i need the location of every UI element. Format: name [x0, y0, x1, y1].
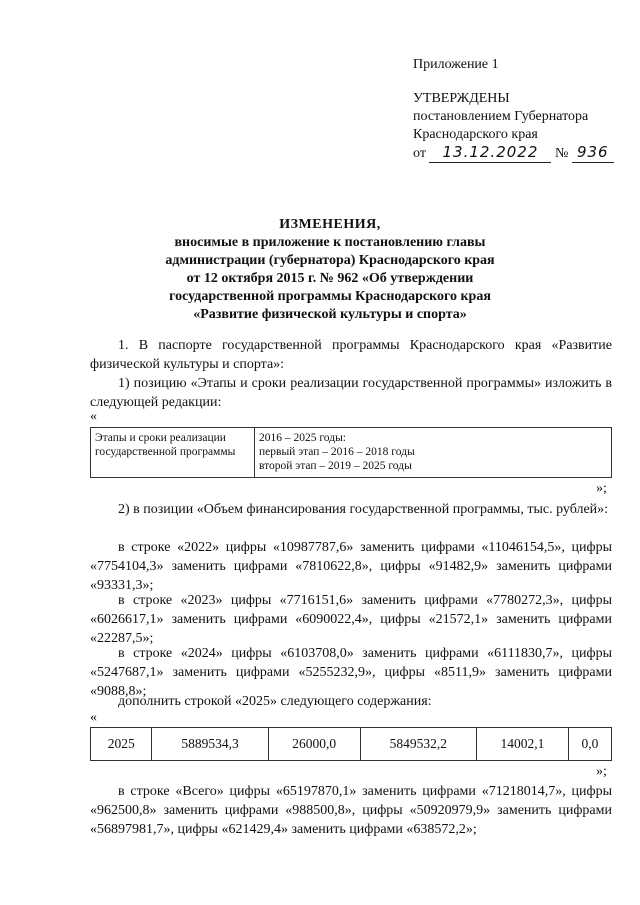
paragraph-7: дополнить строкой «2025» следующего содержания: [118, 694, 432, 709]
paragraph-6: в строке «2024» цифры «6103708,0» заменить цифрами «6111830,7», цифры «5247687,1» заменить цифрами «5255232,9», цифры «8511,9» заменить цифрами «9088,8»; [90, 646, 612, 699]
date-value: 13.12.2022 [442, 143, 539, 161]
open-quote-2: « [90, 710, 97, 725]
stages-label-cell: Этапы и сроки реализации государственной программы [91, 428, 255, 478]
funding-cell: 0,0 [568, 728, 611, 761]
paragraph-4: в строке «2022» цифры «10987787,6» заменить цифрами «11046154,5», цифры «7754104,3» заменить цифрами «7810622,8», цифры «91482,9» заменить цифрами «93331,3»; [90, 540, 612, 593]
stages-line-2: первый этап – 2016 – 2018 годы [259, 446, 415, 458]
number-value: 936 [576, 143, 609, 161]
table-row [91, 728, 612, 761]
approved-by-line: постановлением Губернатора [413, 109, 589, 124]
table-row [91, 428, 612, 478]
stages-line-3: второй этап – 2019 – 2025 годы [259, 460, 412, 472]
number-field [572, 144, 614, 163]
title-line-3: от 12 октября 2015 г. № 962 «Об утверждении [186, 271, 474, 286]
open-quote-1: « [90, 409, 97, 424]
title-line-5: «Развитие физической культуры и спорта» [193, 307, 467, 322]
appendix-label: Приложение 1 [413, 57, 499, 72]
paragraph-2: 1) позицию «Этапы и сроки реализации государственной программы» изложить в следующей редакции: [90, 376, 612, 410]
date-field [429, 144, 551, 163]
approved-label: УТВЕРЖДЕНЫ [413, 91, 510, 106]
number-sign: № [554, 146, 569, 161]
close-quote-1: »; [596, 481, 607, 496]
paragraph-8: в строке «Всего» цифры «65197870,1» заменить цифрами «71218014,7», цифры «962500,8» заменить цифрами «988500,8», цифры «50920979,9» заменить цифрами «56897981,7», цифры «621429,4» заменить цифрами «638572,2»; [90, 784, 612, 837]
title-line-1: вносимые в приложение к постановлению главы [174, 235, 486, 250]
funding-table [90, 727, 612, 761]
stages-value-cell [255, 428, 612, 478]
paragraph-5: в строке «2023» цифры «7716151,6» заменить цифрами «7780272,3», цифры «6026617,1» заменить цифрами «6090022,4», цифры «21572,1» заменить цифрами «22287,5»; [90, 593, 612, 646]
funding-cell: 26000,0 [268, 728, 360, 761]
region-line: Краснодарского края [413, 127, 538, 142]
stages-line-1: 2016 – 2025 годы: [259, 432, 346, 444]
funding-cell: 14002,1 [476, 728, 568, 761]
title-line-2: администрации (губернатора) Краснодарского края [165, 253, 495, 268]
document-title [60, 216, 600, 324]
appendix-header [413, 56, 614, 163]
title-line-4: государственной программы Краснодарского края [169, 289, 491, 304]
date-prefix: от [413, 146, 426, 161]
paragraph-1: 1. В паспорте государственной программы Краснодарского края «Развитие физической культуры и спорта»: [90, 338, 612, 372]
close-quote-2: »; [596, 764, 607, 779]
funding-cell: 5889534,3 [152, 728, 268, 761]
funding-cell: 5849532,2 [360, 728, 476, 761]
stages-table [90, 427, 612, 478]
title-main: ИЗМЕНЕНИЯ, [279, 217, 381, 232]
funding-cell: 2025 [91, 728, 152, 761]
paragraph-3: 2) в позиции «Объем финансирования государственной программы, тыс. рублей»: [118, 502, 609, 517]
date-number-row [413, 144, 614, 163]
